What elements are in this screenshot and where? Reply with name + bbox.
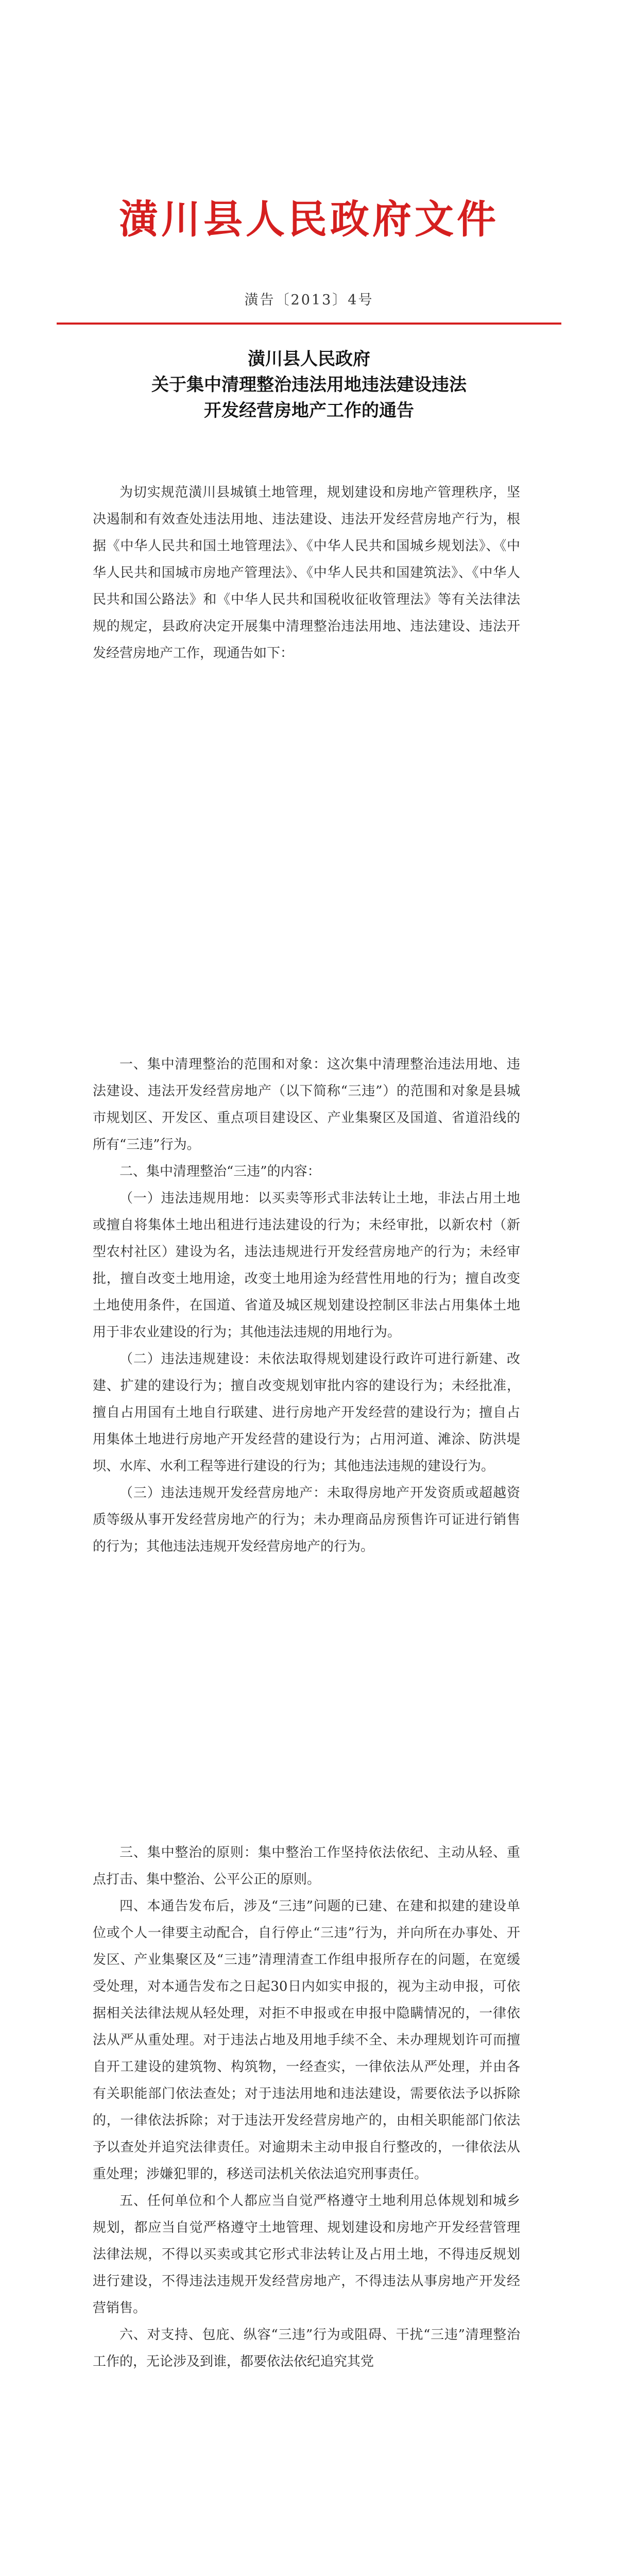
section-scope-content — [93, 1051, 520, 1560]
notice-title — [0, 346, 618, 423]
notice-title-line2: 开发经营房地产工作的通告 — [204, 400, 414, 421]
notice-issuer: 潢川县人民政府 — [248, 349, 370, 369]
paragraph-accountability: 六、对支持、包庇、纵容“三违”行为或阻碍、干扰“三违”清理整治工作的，无论涉及到谁，都要依法依纪追究其党 — [93, 2327, 520, 2369]
preamble-block — [93, 479, 520, 667]
paragraph-content-heading: 二、集中清理整治“三违”的内容： — [119, 1164, 321, 1179]
paragraph-illegal-land-use: （一）违法违规用地：以买卖等形式非法转让土地，非法占用土地或擅自将集体土地出租进行违法建设的行为；未经审批，以新农村（新型农村社区）建设为名，违法违规进行开发经营房地产的行为；未经审批，擅自改变土地用途，改变土地用途为经营性用地的行为；擅自改变土地使用条件，在国道、省道及城区规划建设控制区非法占用集体土地用于非农业建设的行为；其他违法违规的用地行为。 — [93, 1191, 520, 1340]
section-principles-measures — [93, 1839, 520, 2375]
notice-title-line1: 关于集中清理整治违法用地违法建设违法 — [151, 375, 467, 395]
paragraph-declaration: 四、本通告发布后，涉及“三违”问题的已建、在建和拟建的建设单位或个人一律要主动配合，自行停止“三违”行为，并向所在办事处、开发区、产业集聚区及“三违”清理清查工作组申报所存在的问题，在宽缓受处理，对本通告发布之日起30日内如实申报的，视为主动申报，可依据相关法律法规从轻处理，对拒不申报或在申报中隐瞒情况的，一律依法从严从重处理。对于违法占地及用地手续不全、未办理规划许可而擅自开工建设的建筑物、构筑物，一经查实，一律依法从严处理，并由各有关职能部门依法查处；对于违法用地和违法建设，需要依法予以拆除的，一律依法拆除；对于违法开发经营房地产的，由相关职能部门依法予以查处并追究法律责任。对逾期未主动申报自行整改的，一律依法从重处理；涉嫌犯罪的，移送司法机关依法追究刑事责任。 — [93, 1899, 520, 2182]
document-number: 潢告〔2013〕4号 — [244, 292, 374, 308]
red-divider-line — [57, 323, 561, 325]
paragraph-scope: 一、集中清理整治的范围和对象：这次集中清理整治违法用地、违法建设、违法开发经营房地产（以下简称“三违”）的范围和对象是县城市规划区、开发区、重点项目建设区、产业集聚区及国道、省道沿线的所有“三违”行为。 — [93, 1057, 520, 1153]
paragraph-illegal-construction: （二）违法违规建设：未依法取得规划建设行政许可进行新建、改建、扩建的建设行为；擅自改变规划审批内容的建设行为；未经批准，擅自占用国有土地自行联建、进行房地产开发经营的建设行为；擅自占用集体土地进行房地产开发经营的建设行为；占用河道、滩涂、防洪堤坝、水库、水利工程等进行建设的行为；其他违法违规的建设行为。 — [93, 1351, 520, 1474]
preamble-paragraph: 为切实规范潢川县城镇土地管理，规划建设和房地产管理秩序，坚决遏制和有效查处违法用地、违法建设、违法开发经营房地产行为，根据《中华人民共和国土地管理法》、《中华人民共和国城乡规划法》、《中华人民共和国城市房地产管理法》、《中华人民共和国建筑法》、《中华人民共和国公路法》和《中华人民共和国税收征收管理法》等有关法律法规的规定，县政府决定开展集中清理整治违法用地、违法建设、违法开发经营房地产工作，现通告如下： — [93, 485, 520, 661]
paragraph-principles: 三、集中整治的原则：集中整治工作坚持依法依纪、主动从轻、重点打击、集中整治、公平公正的原则。 — [93, 1845, 520, 1887]
paragraph-compliance: 五、任何单位和个人都应当自觉严格遵守土地利用总体规划和城乡规划，都应当自觉严格遵守土地管理、规划建设和房地产开发经营管理法律法规，不得以买卖或其它形式非法转让及占用土地，不得违反规划进行建设，不得违法违规开发经营房地产，不得违法从事房地产开发经营销售。 — [93, 2193, 520, 2316]
document-header-title: 潢川县人民政府文件 — [119, 196, 499, 242]
paragraph-illegal-real-estate: （三）违法违规开发经营房地产：未取得房地产开发资质或超越资质等级从事开发经营房地产的行为；未办理商品房预售许可证进行销售的行为；其他违法违规开发经营房地产的行为。 — [93, 1485, 520, 1554]
